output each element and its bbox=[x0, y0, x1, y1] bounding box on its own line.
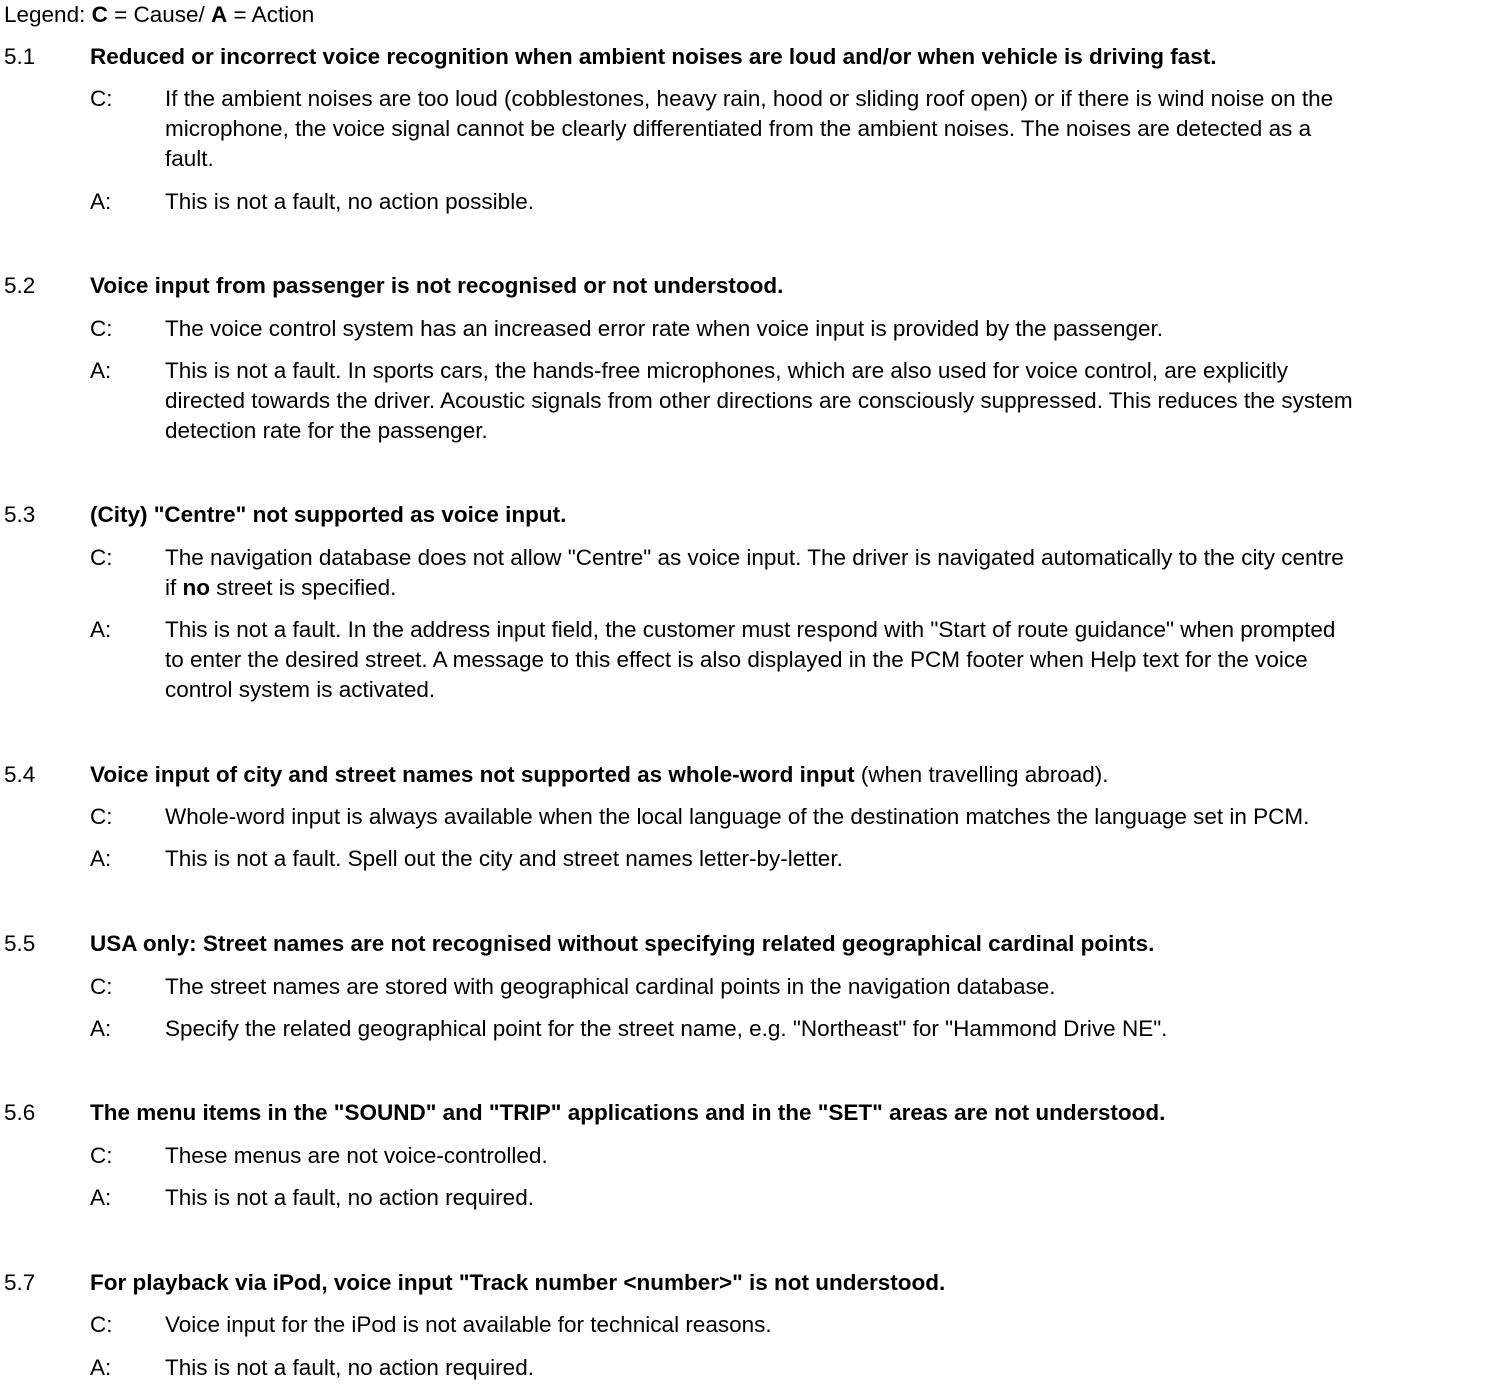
action-label: A: bbox=[90, 189, 112, 214]
entry-number: 5.6 bbox=[4, 1100, 36, 1125]
legend bbox=[4, 0, 314, 30]
cause-label: C: bbox=[90, 1143, 113, 1168]
entry-title-rest: (when travelling abroad). bbox=[854, 762, 1109, 787]
action-line: Specify the related geographical point for the street name, e.g. "Northeast" for "Hammond Drive NE". bbox=[165, 1016, 1168, 1041]
cause-line-pre: if bbox=[165, 575, 183, 600]
action-line: to enter the desired street. A message to this effect is also displayed in the PCM footer when Help text for the voice bbox=[165, 647, 1308, 672]
entry-title: Voice input from passenger is not recognised or not understood. bbox=[90, 273, 784, 298]
cause-line: microphone, the voice signal cannot be clearly differentiated from the ambient noises. The noises are detected as a bbox=[165, 116, 1312, 141]
cause-line: If the ambient noises are too loud (cobblestones, heavy rain, hood or sliding roof open) or if there is wind noise on the bbox=[165, 86, 1334, 111]
cause-label: C: bbox=[90, 86, 113, 111]
cause-label: C: bbox=[90, 545, 113, 570]
entry-title: Reduced or incorrect voice recognition when ambient noises are loud and/or when vehicle is driving fast. bbox=[90, 44, 1217, 69]
action-label: A: bbox=[90, 1185, 112, 1210]
cause-line-post: street is specified. bbox=[210, 575, 397, 600]
entry-title: The menu items in the "SOUND" and "TRIP" applications and in the "SET" areas are not understood. bbox=[90, 1100, 1166, 1125]
action-text bbox=[165, 844, 1495, 874]
cause-line: The street names are stored with geographical cardinal points in the navigation database. bbox=[165, 974, 1056, 999]
action-text bbox=[165, 356, 1495, 446]
cause-label: C: bbox=[90, 974, 113, 999]
action-label: A: bbox=[90, 1355, 112, 1380]
action-line: directed towards the driver. Acoustic signals from other directions are consciously suppressed. This reduces the system bbox=[165, 388, 1353, 413]
action-label: A: bbox=[90, 1016, 112, 1041]
cause-text bbox=[165, 802, 1495, 832]
cause-text bbox=[165, 314, 1495, 344]
action-text bbox=[165, 615, 1495, 705]
cause-label: C: bbox=[90, 804, 113, 829]
entry-title: USA only: Street names are not recognised without specifying related geographical cardinal points. bbox=[90, 931, 1155, 956]
entry-number: 5.7 bbox=[4, 1270, 36, 1295]
legend-cause-key: C bbox=[91, 2, 108, 27]
entry-title: For playback via iPod, voice input "Track number <number>" is not understood. bbox=[90, 1270, 946, 1295]
entry-title bbox=[90, 760, 1490, 790]
action-text bbox=[165, 1014, 1495, 1044]
entry-number: 5.4 bbox=[4, 762, 36, 787]
legend-cause-text: = Cause/ bbox=[107, 2, 212, 27]
action-line: This is not a fault, no action possible. bbox=[165, 189, 534, 214]
cause-text bbox=[165, 972, 1495, 1002]
cause-line: Whole-word input is always available when the local language of the destination matches the language set in PCM. bbox=[165, 804, 1310, 829]
action-text bbox=[165, 1183, 1495, 1213]
legend-prefix: Legend: bbox=[4, 2, 92, 27]
action-label: A: bbox=[90, 617, 112, 642]
entry-number: 5.2 bbox=[4, 273, 36, 298]
action-line: detection rate for the passenger. bbox=[165, 418, 488, 443]
entry-number: 5.1 bbox=[4, 44, 36, 69]
action-label: A: bbox=[90, 846, 112, 871]
legend-action-key: A bbox=[211, 2, 228, 27]
cause-line-emphasis: no bbox=[182, 575, 211, 600]
legend-action-text: = Action bbox=[227, 2, 315, 27]
cause-label: C: bbox=[90, 1312, 113, 1337]
entry-title-bold: Voice input of city and street names not supported as whole-word input bbox=[90, 762, 855, 787]
cause-line: The navigation database does not allow "Centre" as voice input. The driver is navigated automatically to the city centre bbox=[165, 545, 1344, 570]
cause-text bbox=[165, 1310, 1495, 1340]
cause-text bbox=[165, 1141, 1495, 1171]
action-line: This is not a fault. In sports cars, the hands-free microphones, which are also used for voice control, are explicitly bbox=[165, 358, 1289, 383]
action-label: A: bbox=[90, 358, 112, 383]
action-line: This is not a fault. In the address input field, the customer must respond with "Start of route guidance" when prompted bbox=[165, 617, 1336, 642]
cause-line: The voice control system has an increased error rate when voice input is provided by the passenger. bbox=[165, 316, 1164, 341]
cause-line: Voice input for the iPod is not available for technical reasons. bbox=[165, 1312, 772, 1337]
action-line: This is not a fault, no action required. bbox=[165, 1185, 534, 1210]
cause-line: fault. bbox=[165, 146, 214, 171]
action-text bbox=[165, 187, 1495, 217]
action-text bbox=[165, 1353, 1495, 1383]
action-line: This is not a fault. Spell out the city and street names letter-by-letter. bbox=[165, 846, 843, 871]
entry-number: 5.3 bbox=[4, 502, 36, 527]
action-line: This is not a fault, no action required. bbox=[165, 1355, 534, 1380]
cause-text bbox=[165, 84, 1495, 174]
entry-number: 5.5 bbox=[4, 931, 36, 956]
cause-text bbox=[165, 543, 1495, 603]
cause-line: These menus are not voice-controlled. bbox=[165, 1143, 548, 1168]
cause-label: C: bbox=[90, 316, 113, 341]
cause-line bbox=[165, 573, 1495, 603]
action-line: control system is activated. bbox=[165, 677, 436, 702]
entry-title: (City) "Centre" not supported as voice input. bbox=[90, 502, 567, 527]
